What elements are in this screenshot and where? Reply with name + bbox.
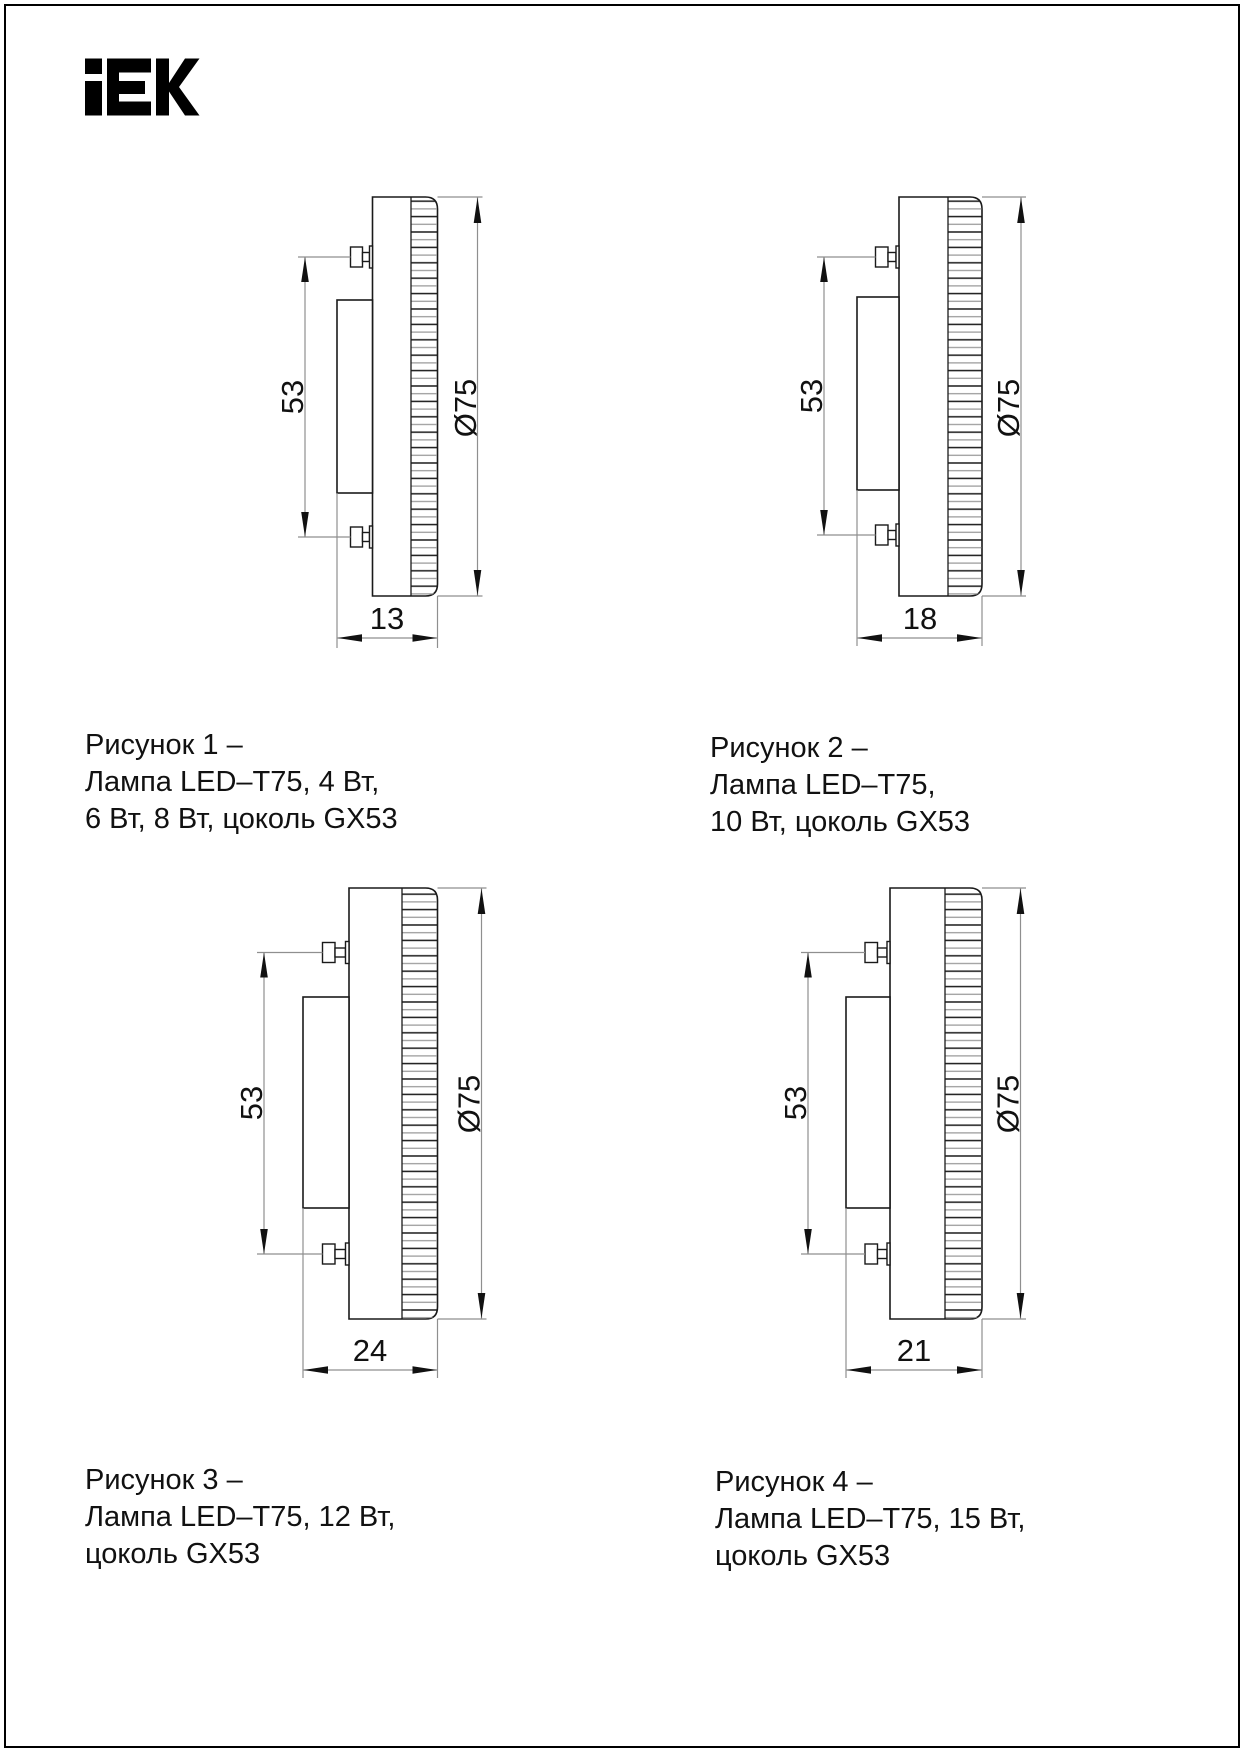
diameter-dimension — [438, 888, 487, 1319]
height-dimension-label: 53 — [794, 378, 829, 414]
height-dimension-label: 53 — [275, 379, 310, 415]
gx53-pin-bottom — [323, 1243, 350, 1265]
width-dimension-label: 21 — [896, 1333, 932, 1368]
figure-1-drawing — [250, 170, 510, 670]
gx53-pin-top — [351, 246, 373, 268]
caption-line: Рисунок 1 – — [85, 729, 243, 761]
lamp-ribbed-face — [945, 889, 981, 1319]
lamp-ribbed-face — [948, 198, 982, 596]
width-dimension-label: 18 — [902, 601, 938, 636]
gx53-pin-top — [865, 942, 890, 964]
lamp-back-protrusion — [303, 997, 349, 1208]
diameter-dimension — [982, 888, 1026, 1319]
lamp-ribbed-face — [411, 198, 437, 596]
caption-line: 10 Вт, цоколь GX53 — [710, 806, 971, 838]
gx53-pin-top — [323, 942, 350, 964]
width-dimension-label: 24 — [352, 1333, 388, 1368]
diameter-dimension-label: Ø75 — [991, 378, 1026, 438]
caption-line: цоколь GX53 — [715, 1540, 891, 1572]
width-dimension-label: 13 — [369, 601, 405, 636]
caption-line: цоколь GX53 — [85, 1538, 261, 1570]
caption-line: 6 Вт, 8 Вт, цоколь GX53 — [85, 803, 398, 835]
caption-line: Лампа LED–T75, — [710, 769, 936, 801]
figure-1-caption — [85, 727, 398, 838]
gx53-pin-bottom — [351, 526, 373, 548]
figure-4-drawing — [770, 860, 1060, 1420]
lamp-back-protrusion — [857, 297, 899, 490]
lamp-back-protrusion — [337, 300, 373, 493]
diameter-dimension — [438, 197, 484, 596]
caption-line: Лампа LED–T75, 12 Вт, — [85, 1501, 396, 1533]
height-dimension-label: 53 — [234, 1085, 269, 1121]
caption-line: Лампа LED–T75, 4 Вт, — [85, 766, 380, 798]
figure-3-drawing — [230, 860, 510, 1420]
figure-4-caption — [715, 1464, 1025, 1575]
diameter-dimension-label: Ø75 — [448, 378, 483, 438]
caption-line: Рисунок 3 – — [85, 1464, 243, 1496]
iek-logo — [85, 58, 200, 116]
figure-2-drawing — [760, 170, 1050, 670]
lamp-back-protrusion — [846, 997, 890, 1208]
caption-line: Рисунок 4 – — [715, 1466, 873, 1498]
caption-line: Рисунок 2 – — [710, 732, 868, 764]
figure-3-caption — [85, 1462, 395, 1573]
iek-logo-letters — [85, 59, 200, 116]
figure-2-caption — [710, 730, 970, 841]
caption-line: Лампа LED–T75, 15 Вт, — [715, 1503, 1026, 1535]
diameter-dimension — [982, 197, 1026, 596]
gx53-pin-bottom — [876, 524, 900, 546]
diameter-dimension-label: Ø75 — [451, 1074, 487, 1134]
gx53-pin-bottom — [865, 1243, 890, 1265]
diameter-dimension-label: Ø75 — [990, 1074, 1026, 1134]
height-dimension-label: 53 — [778, 1085, 813, 1121]
lamp-ribbed-face — [402, 889, 437, 1319]
gx53-pin-top — [876, 246, 900, 268]
